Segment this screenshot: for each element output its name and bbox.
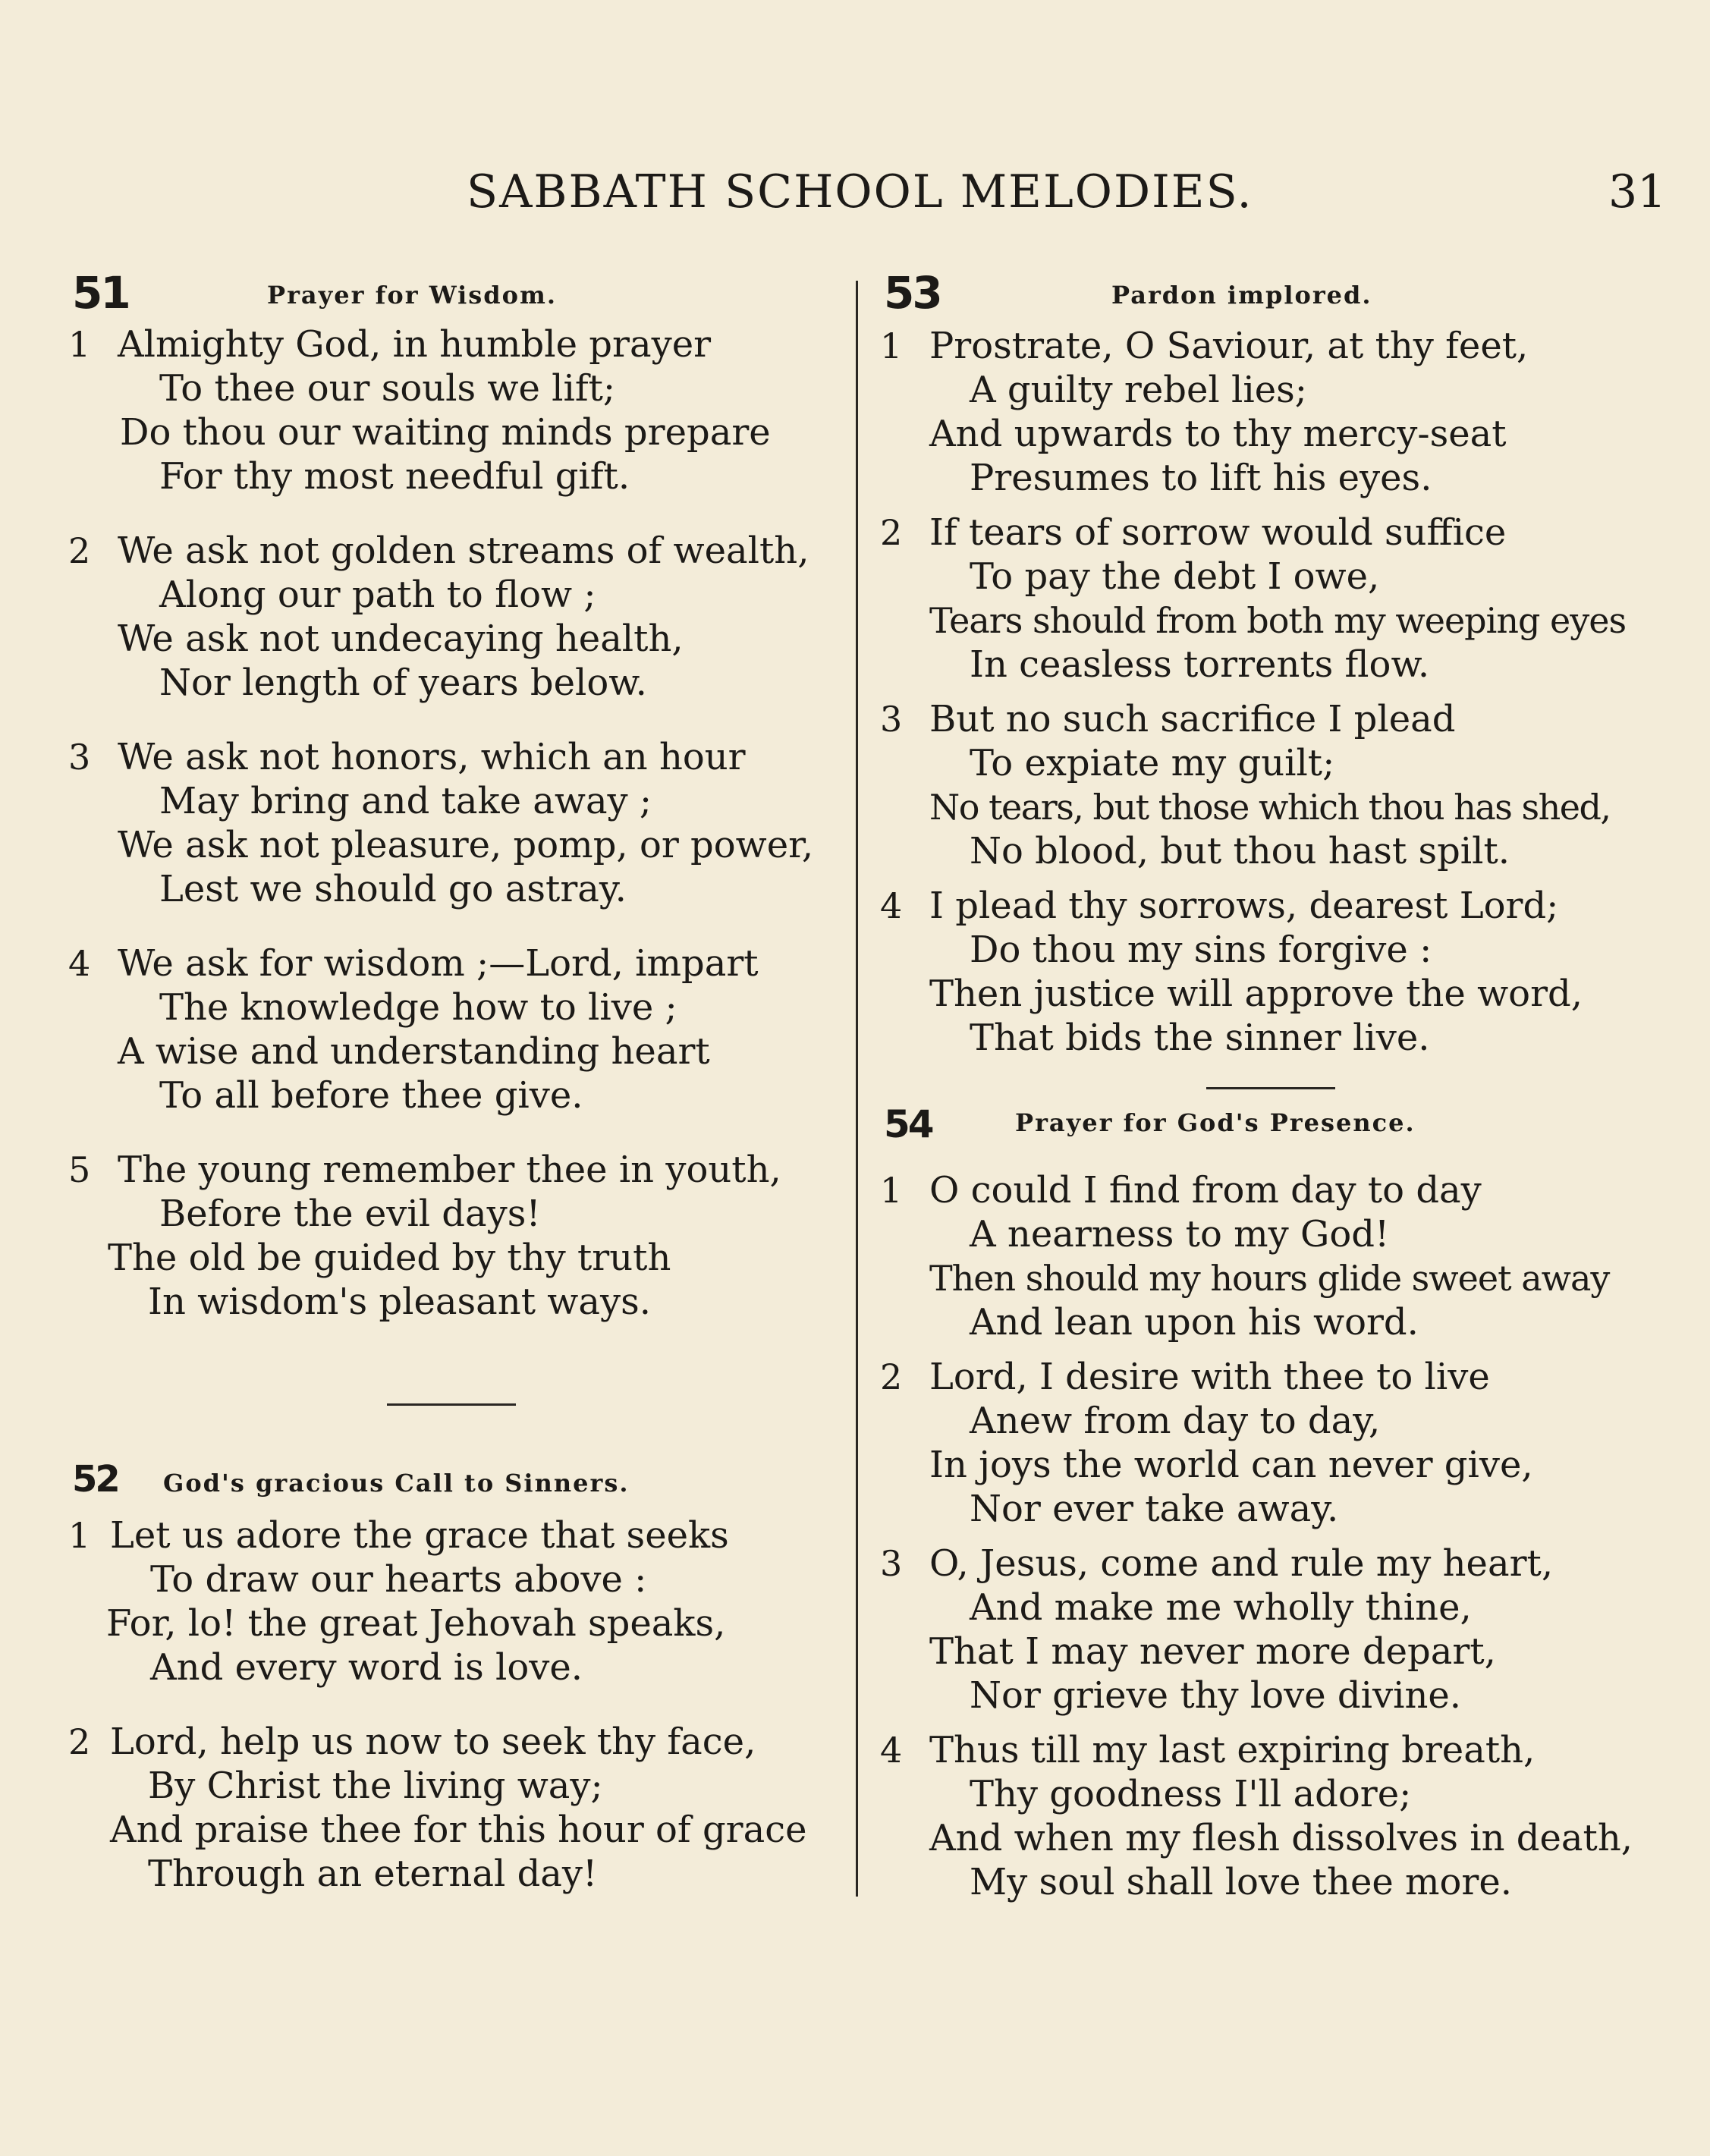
verse-number: 1 — [880, 1170, 903, 1211]
verse-line: Let us adore the grace that seeks — [110, 1514, 729, 1557]
verse-line: No tears, but those which thou has shed, — [929, 787, 1611, 828]
verse-line: Presumes to lift his eyes. — [970, 457, 1432, 499]
verse-line: For thy most needful gift. — [159, 455, 630, 498]
verse-line: To thee our souls we lift; — [159, 367, 616, 410]
page-number: 31 — [1608, 165, 1667, 218]
stanza — [880, 697, 1677, 873]
verse-line: My soul shall love thee more. — [970, 1861, 1513, 1903]
verse-number: 2 — [880, 512, 903, 553]
verse-line: Along our path to flow ; — [159, 574, 596, 616]
stanza — [68, 1513, 827, 1689]
verse-line: We ask not undecaying health, — [118, 618, 684, 660]
verse-number: 2 — [880, 1356, 903, 1397]
verse-line: That bids the sinner live. — [970, 1017, 1430, 1059]
running-head — [0, 165, 1710, 226]
stanza — [880, 511, 1677, 687]
verse-line: We ask not golden streams of wealth, — [118, 530, 809, 572]
stanza — [68, 529, 827, 705]
verse-line: I plead thy sorrows, dearest Lord; — [929, 885, 1559, 927]
verse-line: Nor ever take away. — [970, 1488, 1339, 1530]
running-title: SABBATH SCHOOL MELODIES. — [467, 165, 1253, 218]
stanza — [68, 1720, 827, 1896]
verse-line: But no such sacrifice I plead — [929, 698, 1456, 740]
verse-line: Lord, I desire with thee to live — [929, 1356, 1490, 1398]
verse-line: To all before thee give. — [159, 1074, 583, 1117]
hymn-header — [880, 1104, 1677, 1168]
verse-line: We ask not pleasure, pomp, or power, — [118, 824, 814, 866]
verse-line: A guilty rebel lies; — [970, 369, 1307, 411]
verse-line: No blood, but thou hast spilt. — [970, 830, 1510, 872]
verse-line: Before the evil days! — [159, 1193, 541, 1235]
verse-line: Prostrate, O Saviour, at thy feet, — [929, 325, 1529, 367]
stanza — [880, 1168, 1677, 1344]
hymn-header — [68, 1458, 827, 1517]
right-column — [880, 267, 1677, 1903]
verse-line: To expiate my guilt; — [970, 742, 1335, 784]
verse-line: And lean upon his word. — [970, 1301, 1419, 1344]
hymn-title: Pardon implored. — [1111, 281, 1372, 310]
verse-line: Do thou our waiting minds prepare — [120, 411, 771, 454]
stanza — [880, 324, 1677, 500]
verse-line: O could I find from day to day — [929, 1169, 1482, 1212]
hymn-title: Prayer for Wisdom. — [267, 281, 557, 310]
stanza — [68, 735, 827, 911]
verse-line: The young remember thee in youth, — [118, 1149, 781, 1191]
verse-line: A nearness to my God! — [970, 1213, 1390, 1256]
verse-line: To draw our hearts above : — [150, 1558, 647, 1601]
verse-line: The knowledge how to live ; — [159, 986, 677, 1029]
hymn-53 — [880, 267, 1677, 1060]
verse-line: In wisdom's pleasant ways. — [148, 1281, 651, 1323]
verse-number: 4 — [68, 943, 91, 984]
left-column — [68, 267, 827, 1895]
verse-line: Thy goodness I'll adore; — [970, 1773, 1412, 1815]
verse-line: O, Jesus, come and rule my heart, — [929, 1542, 1554, 1585]
verse-line: Lest we should go astray. — [159, 868, 627, 910]
stanza — [880, 1355, 1677, 1531]
hymn-title: God's gracious Call to Sinners. — [163, 1469, 630, 1498]
verse-line: Lord, help us now to seek thy face, — [110, 1721, 756, 1763]
verse-line: Tears should from both my weeping eyes — [929, 600, 1627, 641]
hymn-52 — [68, 1458, 827, 1896]
verse-number: 1 — [68, 324, 91, 365]
verse-line: Nor length of years below. — [159, 662, 647, 704]
verse-line: In ceasless torrents flow. — [970, 643, 1430, 686]
verse-line: Through an eternal day! — [148, 1853, 598, 1895]
verse-number: 1 — [68, 1515, 91, 1556]
verse-number: 3 — [68, 737, 91, 778]
verse-line: And make me wholly thine, — [970, 1586, 1472, 1629]
hymn-header — [880, 267, 1677, 326]
hymn-title: Prayer for God's Presence. — [1015, 1108, 1416, 1137]
hymn-header — [68, 267, 827, 326]
hymn-number: 51 — [72, 267, 129, 319]
verse-line: We ask not honors, which an hour — [118, 736, 746, 778]
verse-line: That I may never more depart, — [929, 1630, 1496, 1673]
verse-line: If tears of sorrow would suffice — [929, 511, 1507, 554]
verse-line: Thus till my last expiring breath, — [929, 1729, 1536, 1771]
verse-line: And upwards to thy mercy-seat — [929, 413, 1507, 455]
stanza — [68, 941, 827, 1117]
verse-line: We ask for wisdom ;—Lord, impart — [118, 942, 759, 985]
hymn-number: 53 — [884, 267, 941, 319]
verse-line: Do thou my sins forgive : — [970, 929, 1432, 971]
column-rule — [856, 281, 858, 1897]
verse-number: 4 — [880, 1730, 903, 1771]
stanza — [880, 1542, 1677, 1718]
stanza — [68, 1148, 827, 1324]
hymn-54 — [880, 1104, 1677, 1904]
verse-line: Almighty God, in humble prayer — [118, 323, 712, 366]
verse-line: In joys the world can never give, — [929, 1444, 1533, 1486]
verse-number: 5 — [68, 1149, 91, 1190]
verse-line: Then justice will approve the word, — [929, 973, 1583, 1015]
verse-line: And every word is love. — [150, 1646, 583, 1689]
hymn-number: 52 — [72, 1458, 118, 1501]
verse-line: A wise and understanding heart — [118, 1030, 710, 1073]
verse-line: And praise thee for this hour of grace — [110, 1809, 807, 1851]
stanza — [880, 1728, 1677, 1904]
verse-number: 1 — [880, 325, 903, 366]
verse-line: May bring and take away ; — [159, 780, 652, 822]
verse-line: To pay the debt I owe, — [970, 555, 1380, 598]
stanza — [880, 884, 1677, 1060]
verse-number: 4 — [880, 885, 903, 926]
verse-line: By Christ the living way; — [148, 1765, 603, 1807]
verse-line: And when my flesh dissolves in death, — [929, 1817, 1633, 1859]
verse-number: 3 — [880, 699, 903, 740]
hymn-divider — [387, 1403, 516, 1406]
hymn-divider — [1206, 1087, 1335, 1089]
hymn-51 — [68, 267, 827, 1324]
verse-line: Then should my hours glide sweet away — [929, 1258, 1610, 1299]
verse-line: Anew from day to day, — [970, 1400, 1381, 1442]
verse-line: Nor grieve thy love divine. — [970, 1674, 1462, 1717]
hymn-number: 54 — [884, 1102, 932, 1146]
stanza — [68, 322, 827, 498]
verse-line: For, lo! the great Jehovah speaks, — [106, 1602, 726, 1645]
verse-number: 2 — [68, 1721, 91, 1762]
verse-number: 3 — [880, 1543, 903, 1584]
verse-number: 2 — [68, 530, 91, 571]
verse-line: The old be guided by thy truth — [108, 1237, 671, 1279]
